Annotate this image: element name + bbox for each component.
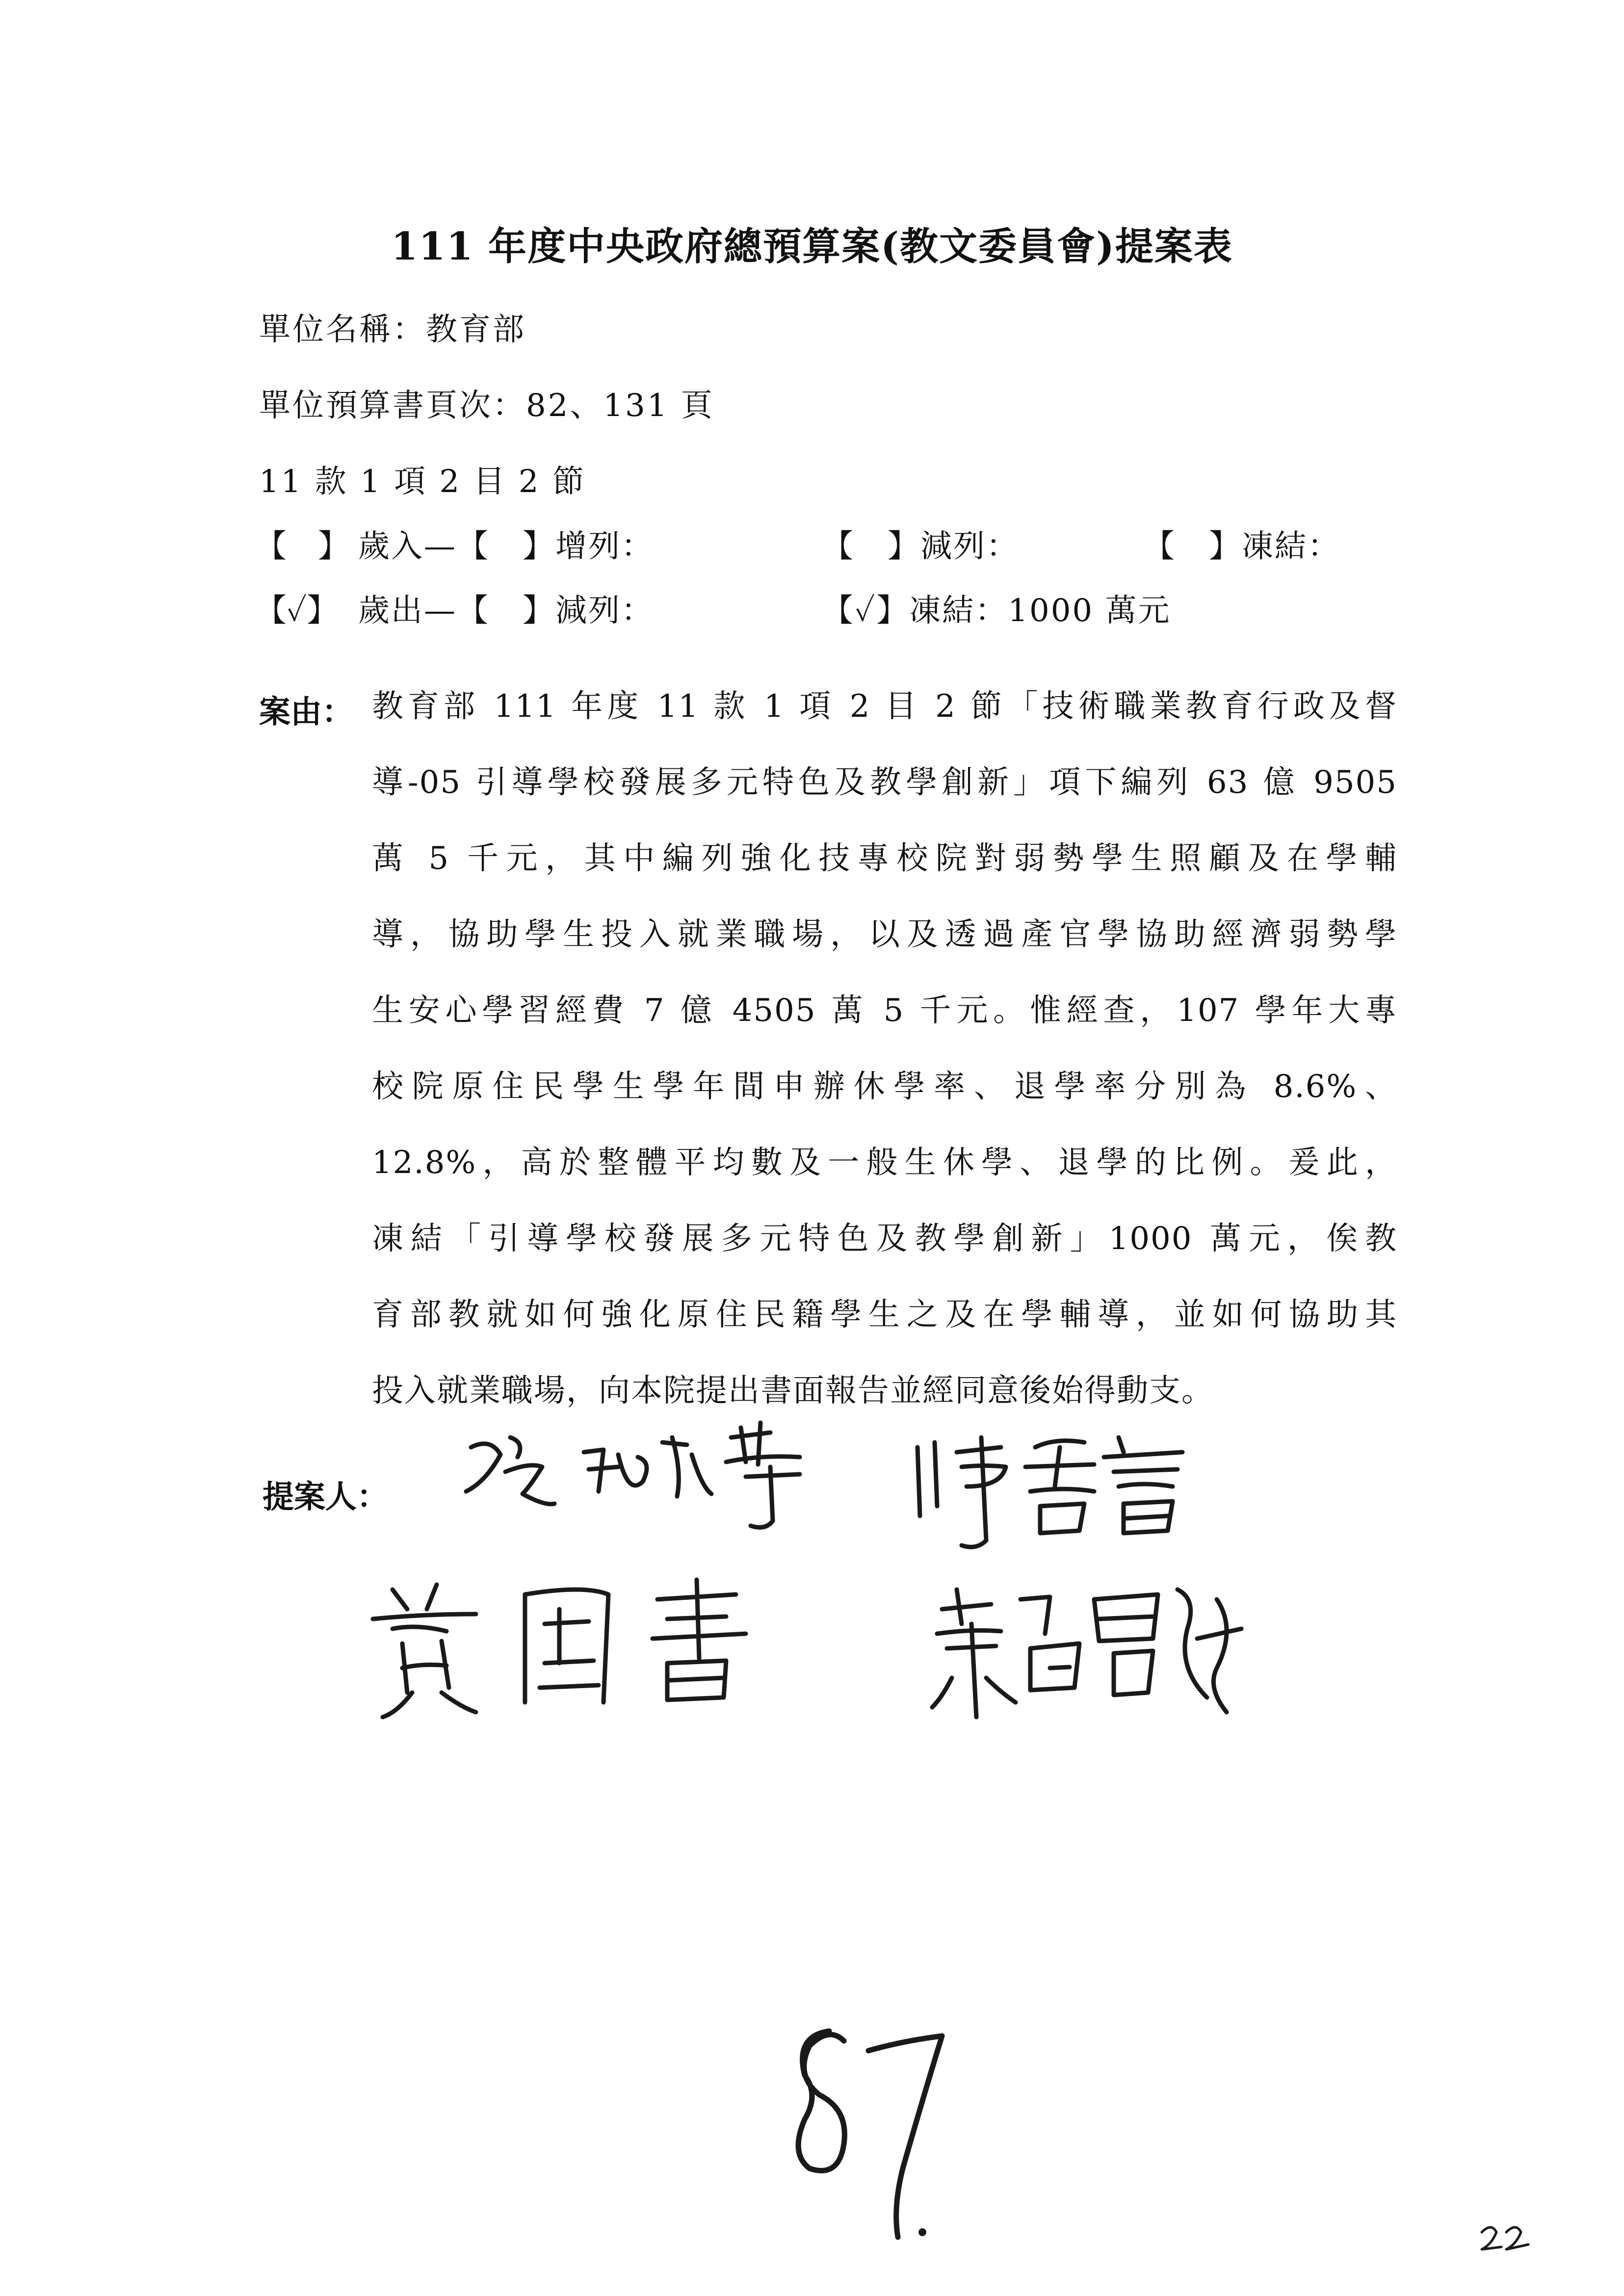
- revenue-decrease-label: 【 】減列：: [822, 528, 1019, 565]
- revenue-checkbox: 【 】: [255, 528, 349, 565]
- reason-line: 12.8%，高於整體平均數及一般生休學、退學的比例。爰此，: [372, 1145, 1397, 1181]
- reason-line: 育部教就如何強化原住民籍學生之及在學輔導，並如何協助其: [372, 1297, 1397, 1333]
- signature-3-strokes: [363, 1565, 805, 1727]
- signature-2-strokes: [908, 1418, 1212, 1565]
- reason-line: 校院原住民學生學年間申辦休學率、退學率分別為 8.6%、: [372, 1069, 1397, 1105]
- reason-line: 導-05 引導學校發展多元特色及教學創新」項下編列 63 億 9505: [372, 764, 1397, 801]
- proposer-label: 提案人：: [262, 1479, 388, 1515]
- signature-2: [908, 1418, 1212, 1565]
- signature-4: [922, 1570, 1256, 1732]
- reason-line: 投入就業職場，向本院提出書面報告並經同意後始得動支。: [372, 1373, 1214, 1409]
- corner-mark: [1477, 2218, 1536, 2262]
- revenue-freeze-label: 【 】凍結：: [1143, 528, 1340, 565]
- document-title: 111 年度中央政府總預算案(教文委員會)提案表: [391, 224, 1233, 269]
- expenditure-checkbox: 【✓】: [255, 593, 339, 629]
- reason-line: 教育部 111 年度 11 款 1 項 2 目 2 節「技術職業教育行政及督: [372, 688, 1397, 725]
- expenditure-freeze-label: 【✓】凍結：1000 萬元: [822, 593, 1171, 629]
- reason-label: 案由：: [259, 694, 353, 731]
- reason-text: [372, 687, 1397, 1447]
- expenditure-decrease-label: 歲出—【 】減列：: [358, 593, 654, 629]
- signature-4-strokes: [922, 1570, 1256, 1732]
- revenue-increase-label: 歲入—【 】增列：: [358, 528, 654, 565]
- signature-1: [456, 1408, 859, 1555]
- corner-mark-strokes: [1477, 2218, 1536, 2262]
- budget-pages: 單位預算書頁次：82、131 頁: [259, 388, 714, 424]
- signature-3: [363, 1565, 805, 1727]
- budget-section: 11 款 1 項 2 目 2 節: [259, 464, 586, 500]
- reason-line: 萬 5 千元，其中編列強化技專校院對弱勢學生照顧及在學輔: [372, 840, 1397, 877]
- reason-line: 凍結「引導學校發展多元特色及教學創新」1000 萬元，俟教: [372, 1221, 1397, 1257]
- handwritten-page-number: [775, 2021, 981, 2267]
- signature-1-strokes: [456, 1408, 859, 1555]
- reason-line: 生安心學習經費 7 億 4505 萬 5 千元。惟經查，107 學年大專: [372, 992, 1397, 1029]
- reason-line: 導，協助學生投入就業職場，以及透過產官學協助經濟弱勢學: [372, 916, 1397, 953]
- page-number-strokes: [775, 2021, 981, 2267]
- unit-name: 單位名稱：教育部: [259, 312, 526, 348]
